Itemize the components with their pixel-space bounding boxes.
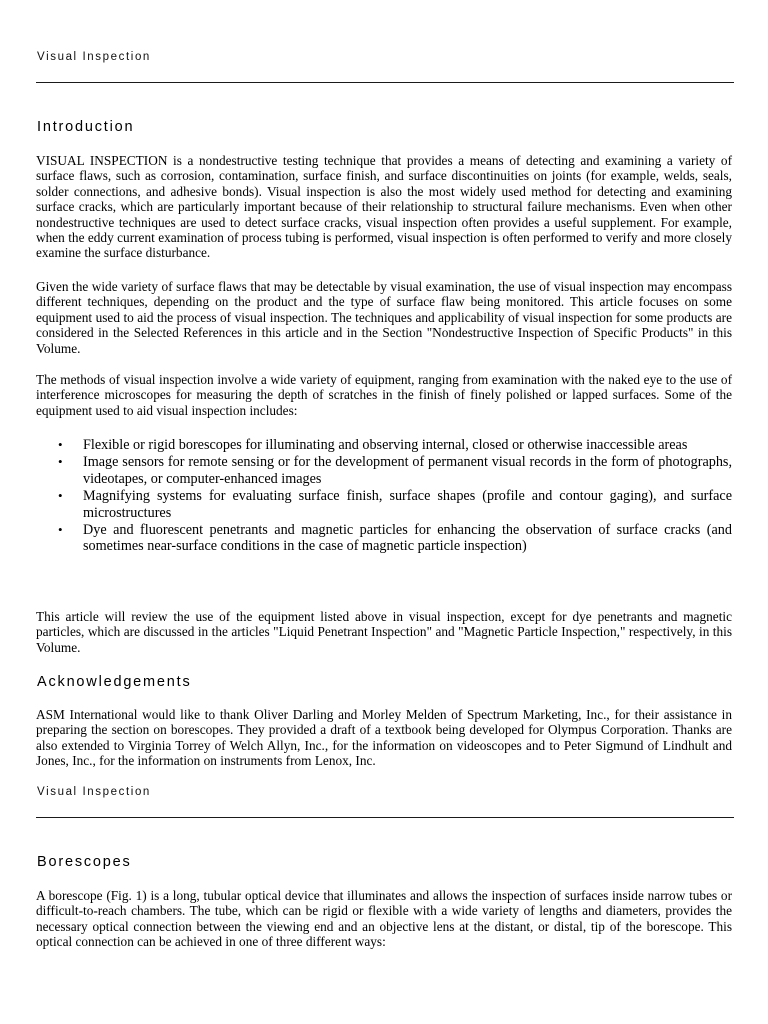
intro-closing-paragraph: This article will review the use of the equipment listed above in visual inspection, except for dye penetrants and magnetic particles, which are discussed in the articles "Liquid Penetrant Inspection" and "Magnetic Particle Inspection," respectively, in this Volume. [36, 609, 732, 655]
bullet-icon: • [58, 454, 63, 470]
section-heading-introduction: Introduction [37, 119, 135, 135]
header-rule [36, 817, 734, 818]
acknowledgements-paragraph: ASM International would like to thank Oliver Darling and Morley Melden of Spectrum Marketing, Inc., for their assistance in preparing the section on borescopes. They provided a draft of a textbook being developed for Olympus Corporation. Thanks are also extended to Virginia Torrey of Welch Allyn, Inc., for the information on videoscopes and to Peter Sigmund of Lindhult and Jones, Inc., for the information on instruments from Lenox, Inc. [36, 707, 732, 769]
equipment-list [56, 437, 732, 556]
list-item [56, 488, 732, 521]
section-heading-acknowledgements: Acknowledgements [37, 674, 192, 690]
running-head: Visual Inspection [37, 51, 151, 63]
intro-paragraph-3: The methods of visual inspection involve a wide variety of equipment, ranging from examination with the naked eye to the use of interference microscopes for measuring the depth of scratches in the finish of finely polished or lapped surfaces. Some of the equipment used to aid visual inspection includes: [36, 372, 732, 418]
list-item [56, 454, 732, 487]
list-item-text: Image sensors for remote sensing or for the development of permanent visual records in the form of photographs, videotapes, or computer-enhanced images [83, 454, 732, 487]
list-item-text: Dye and fluorescent penetrants and magnetic particles for enhancing the observation of surface cracks (and sometimes near-surface conditions in the case of magnetic particle inspection) [83, 521, 732, 555]
running-head: Visual Inspection [37, 786, 151, 798]
intro-paragraph-1: VISUAL INSPECTION is a nondestructive testing technique that provides a means of detecting and examining a variety of surface flaws, such as corrosion, contamination, surface finish, and surface discontinuities on joints (for example, welds, seals, solder connections, and adhesive bonds). Visual inspection is also the most widely used method for detecting and examining surface cracks, which are particularly important because of their relationship to structural failure mechanisms. Even when other nondestructive techniques are used to detect surface cracks, visual inspection often provides a useful supplement. For example, when the eddy current examination of process tubing is performed, visual inspection is often performed to verify and more closely examine the surface disturbance. [36, 153, 732, 261]
intro-paragraph-2: Given the wide variety of surface flaws that may be detectable by visual examination, the use of visual inspection may encompass different techniques, depending on the product and the type of surface flaw being monitored. This article focuses on some equipment used to aid the process of visual inspection. The techniques and applicability of visual inspection for some products are considered in the Selected References in this article and in the Section "Nondestructive Inspection of Specific Products" in this Volume. [36, 279, 732, 356]
bullet-icon: • [58, 487, 63, 503]
list-item [56, 522, 732, 555]
list-item [56, 437, 732, 454]
list-item-text: Magnifying systems for evaluating surface finish, surface shapes (profile and contour gaging), and surface microstructures [83, 487, 732, 521]
section-heading-borescopes: Borescopes [37, 854, 132, 870]
header-rule [36, 82, 734, 83]
bullet-icon: • [58, 437, 63, 452]
borescopes-paragraph: A borescope (Fig. 1) is a long, tubular optical device that illuminates and allows the inspection of surfaces inside narrow tubes or difficult-to-reach chambers. The tube, which can be rigid or flexible with a wide variety of lengths and diameters, provides the necessary optical connection between the viewing end and an objective lens at the distant, or distal, tip of the borescope. This optical connection can be achieved in one of three different ways: [36, 888, 732, 950]
list-item-text: Flexible or rigid borescopes for illuminating and observing internal, closed or otherwise inaccessible areas [83, 437, 688, 453]
bullet-icon: • [58, 521, 63, 537]
